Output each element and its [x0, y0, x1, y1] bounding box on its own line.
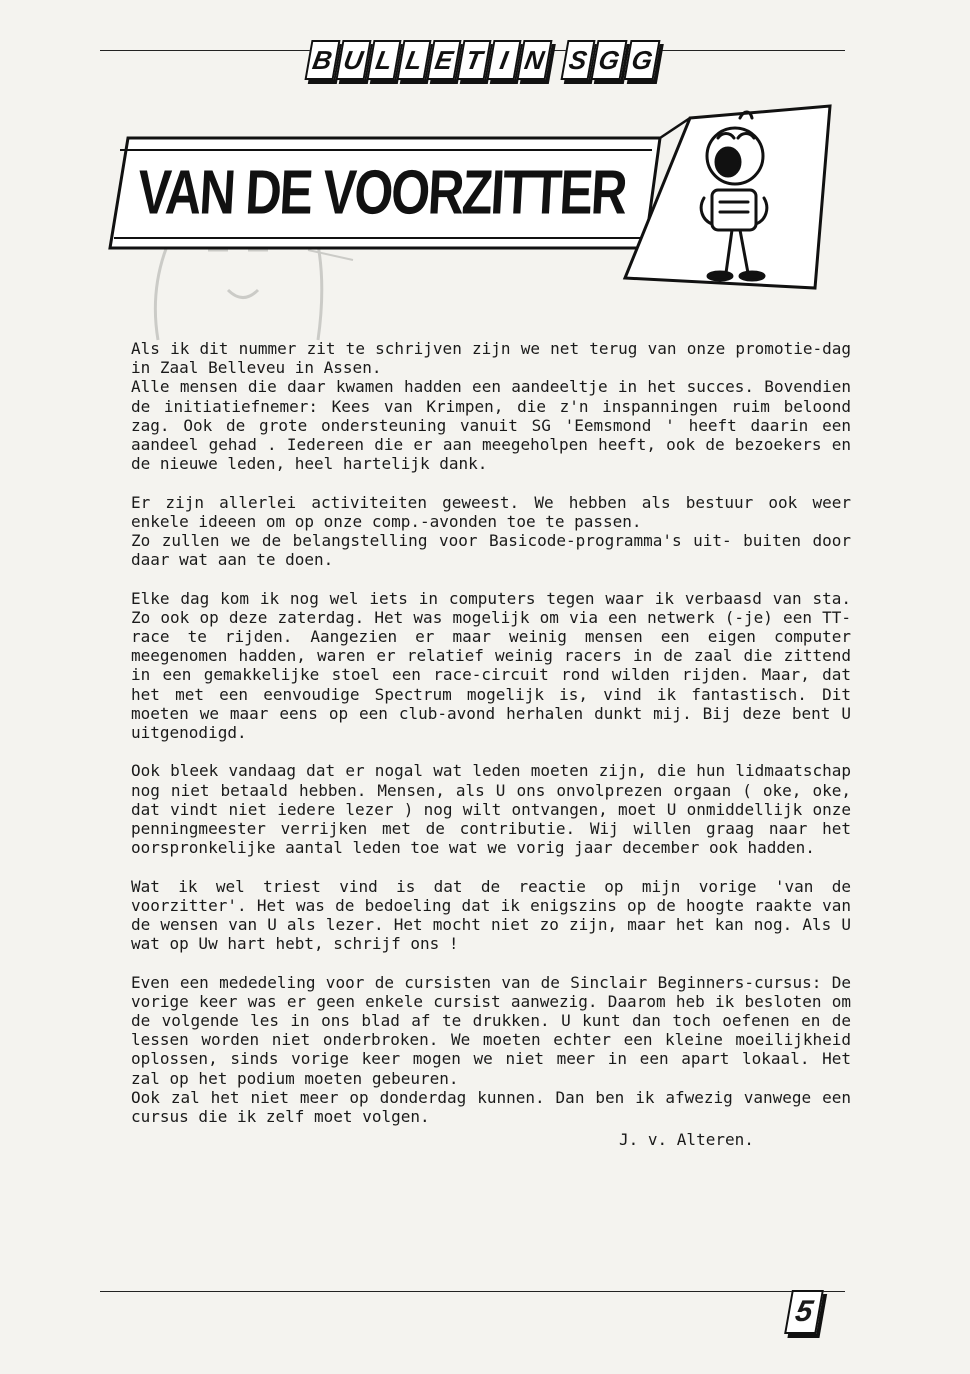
logo-letter: E [426, 40, 461, 80]
logo-letter: N [516, 40, 552, 80]
logo-letter: B [304, 40, 340, 80]
logo-letter: S [561, 40, 596, 80]
paragraph: Er zijn allerlei activiteiten geweest. We hebben als bestuur ook weer enkele ideeen om op onze comp.-avonden toe te passen. Zo zullen we de belangstelling voor Basicode-programma's uit- buiten door daar wat aan te doen. [131, 492, 851, 570]
logo-letter: L [396, 40, 431, 80]
logo-letter: U [335, 40, 371, 80]
bottom-rule [100, 1291, 845, 1292]
paragraph: Elke dag kom ik nog wel iets in computers tegen waar ik verbaasd van sta. Zo ook op deze zaterdag. Het was mogelijk om via een netwerk (-je) een TT-race te rijden. Aangezien er maar weinig mensen een eigen computer meegenomen hadden, waren er relatief weinig racers in de zaal die zittend in een gemakkelijke stoel een race-circuit rond wilden rijden. Maar, dat het met een eenvoudige Spectrum mogelijk is, vind ik fantastisch. Dit moeten we maar eens op een club-avond herhalen dunkt mij. Bij deze bent U uitgenodigd. [131, 588, 851, 743]
page-number: 5 [784, 1290, 824, 1334]
paragraph: Even een mededeling voor de cursisten van de Sinclair Beginners-cursus: De vorige keer was er geen enkele cursist aanwezig. Daarom heb ik besloten om de volgende les in ons blad af te drukken. U kunt dan toch oefenen en de lessen worden niet onderbroken. We moeten echter een kleine moeilijkheid oplossen, sinds vorige keer mogen we niet meer in een apart lokaal. Het zal op het podium moeten gebeuren. Ook zal het niet meer op donderdag kunnen. Dan ben ik afwezig vanwege een cursus die ik zelf moet volgen. [131, 972, 851, 1127]
paragraph: Wat ik wel triest vind is dat de reactie op mijn vorige 'van de voorzitter'. Het was de bedoeling dat ik enigszins op de hoogte raakte van de wensen van U als lezer. Het mocht niet zo zijn, maar het kan nog. Als U wat op Uw hart hebt, schrijf ons ! [131, 876, 851, 954]
logo-letter: G [623, 40, 660, 80]
paragraph: Ook bleek vandaag dat er nogal wat leden moeten zijn, die hun lidmaatschap nog niet betaald hebben. Mensen, als U ons onvolprezen orgaan ( oke, oke, dat vindt niet iedere lezer ) nog wilt ontvangen, moet U onmiddellijk onze penningmeester verrijken met de contributie. Wij willen graag naar het oorspronkelijke aantal leden toe wat we vorig jaar december ook hadden. [131, 761, 851, 858]
paragraph: Als ik dit nummer zit te schrijven zijn we net terug van onze promotie-dag in Zaal Belleveu in Assen. Alle mensen die daar kwamen hadden een aandeeltje in het succes. Bovendien de initiatiefnemer: Kees van Krimpen, die z'n inspanningen ruim beloond zag. Ook de grote ondersteuning vanuit SG 'Eemsmond ' heeft daarin een aandeel gehad . Iedereen die er aan meegeholpen heeft, ook de bezoekers en de nieuwe leden, heel hartelijk dank. [131, 339, 851, 474]
logo-letter: T [456, 40, 491, 80]
page-title: VAN DE VOORZITTER [136, 157, 628, 228]
bulletin-sgg-logo [308, 40, 657, 80]
logo-letter: I [486, 40, 521, 80]
logo-letter: G [591, 40, 628, 80]
signature: J. v. Alteren. [619, 1130, 754, 1150]
article-body [131, 339, 851, 1149]
logo-letter: L [366, 40, 401, 80]
